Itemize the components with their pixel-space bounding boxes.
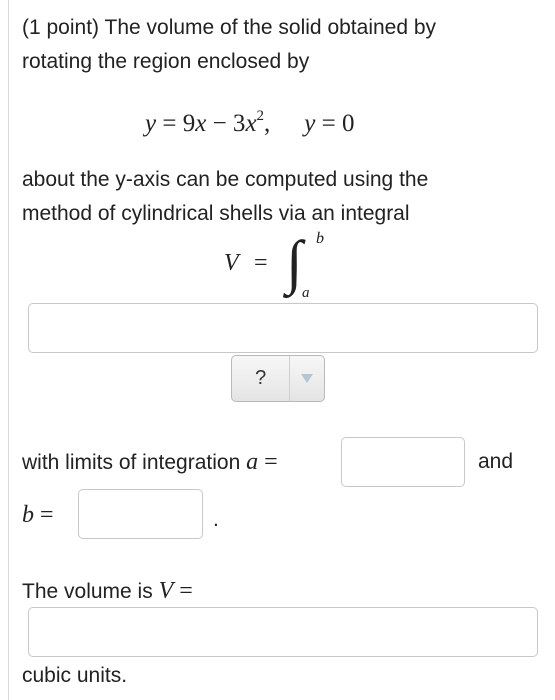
eq-x-1: x bbox=[195, 110, 207, 137]
limit-a-input[interactable] bbox=[341, 437, 465, 487]
differential-select[interactable] bbox=[231, 355, 325, 402]
limit-a-symbol: a bbox=[246, 449, 259, 475]
eq-comma: , bbox=[264, 110, 271, 137]
limits-label bbox=[22, 446, 278, 479]
limit-a-equals: = bbox=[258, 449, 278, 475]
integral-expression bbox=[224, 230, 334, 305]
integrand-input[interactable] bbox=[28, 303, 538, 353]
limit-b-label bbox=[22, 499, 54, 532]
volume-input[interactable] bbox=[28, 607, 538, 657]
eq-rhs-1a: = 9 bbox=[156, 110, 196, 137]
eq-y-1: y bbox=[145, 110, 157, 137]
eq-exponent: 2 bbox=[256, 108, 265, 124]
chevron-down-icon bbox=[301, 374, 313, 383]
integral-lower-limit: a bbox=[302, 285, 310, 301]
integral-v-symbol: V bbox=[224, 250, 239, 276]
units-label: cubic units. bbox=[22, 664, 128, 687]
problem-text-line-2: rotating the region enclosed by bbox=[22, 50, 310, 73]
integral-sign-icon: ∫ bbox=[286, 229, 303, 295]
differential-select-value: ? bbox=[255, 367, 267, 389]
limit-b-symbol: b bbox=[22, 502, 34, 528]
volume-equals: = bbox=[173, 578, 193, 604]
eq-rhs-2: = 0 bbox=[315, 110, 355, 137]
eq-x-2: x bbox=[245, 110, 257, 137]
volume-label bbox=[22, 575, 193, 608]
integral-equals: = bbox=[254, 250, 268, 276]
limit-b-input[interactable] bbox=[78, 489, 203, 539]
limits-text: with limits of integration bbox=[22, 451, 247, 474]
region-equations bbox=[145, 108, 355, 138]
limit-b-equals: = bbox=[34, 502, 54, 528]
problem-text-line-4: method of cylindrical shells via an integral bbox=[22, 202, 410, 225]
eq-y-2: y bbox=[304, 110, 316, 137]
dropdown-arrow[interactable] bbox=[289, 356, 324, 401]
volume-v-symbol: V bbox=[158, 578, 174, 604]
problem-text-line-3: about the y-axis can be computed using the bbox=[22, 168, 429, 191]
problem-text-line-1: (1 point) The volume of the solid obtained by bbox=[22, 16, 437, 39]
eq-rhs-1b: − 3 bbox=[206, 110, 246, 137]
limit-b-period: . bbox=[213, 508, 219, 531]
integral-upper-limit: b bbox=[316, 230, 324, 247]
volume-text: The volume is bbox=[22, 580, 159, 603]
and-label: and bbox=[478, 450, 514, 473]
